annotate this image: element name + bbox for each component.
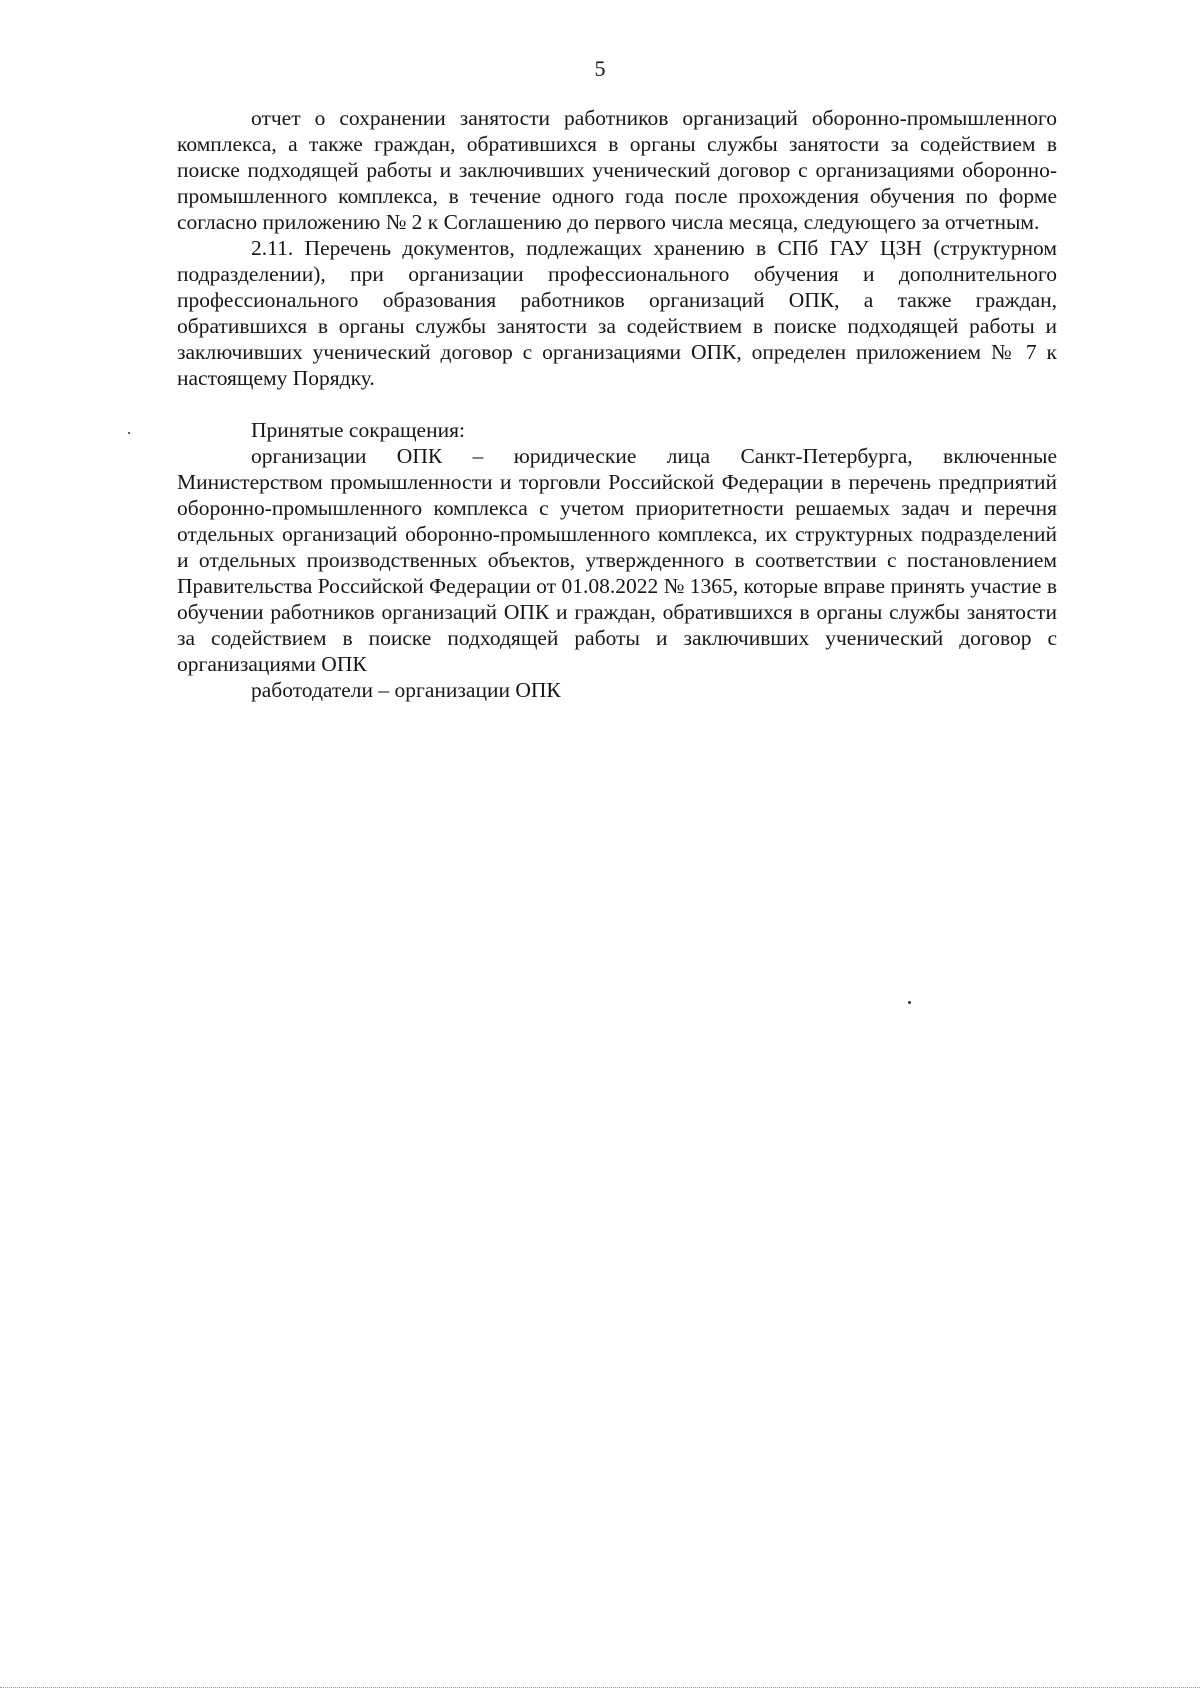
abbreviation-opk-organizations: организации ОПК – юридические лица Санкт-Петербурга, включенные Министерством промышленности и торговли Российской Федерации в перечень предприятий оборонно-промышленного комплекса с учетом приоритетности решаемых задач и перечня отдельных организаций оборонно-промышленного комплекса, их структурных подразделений и отдельных производственных объектов, утвержденного в соответствии с постановлением Правительства Российской Федерации от 01.08.2022 № 1365, которые вправе принять участие в обучении работников организаций ОПК и граждан, обратившихся в органы службы занятости за содействием в поиске подходящей работы и заключивших ученический договор с организациями ОПК: [177, 444, 1057, 676]
paragraph-spacer: [177, 391, 1057, 417]
document-body: [177, 105, 1057, 703]
scan-speck: [908, 1001, 911, 1004]
scan-speck: [128, 432, 130, 434]
abbreviation-employers: работодатели – организации ОПК: [251, 678, 561, 702]
paragraph-report: отчет о сохранении занятости работников организаций оборонно-промышленного комплекса, а также граждан, обратившихся в органы службы занятости за содействием в поиске подходящей работы и заключивших ученический договор с организациями оборонно-промышленного комплекса, в течение одного года после прохождения обучения по форме согласно приложению № 2 к Соглашению до первого числа месяца, следующего за отчетным.: [177, 106, 1057, 234]
page-number: 5: [594, 56, 606, 81]
scan-edge-dots: [0, 1687, 1200, 1688]
abbreviations-heading: Принятые сокращения:: [251, 418, 465, 442]
paragraph-2-11: 2.11. Перечень документов, подлежащих хранению в СПб ГАУ ЦЗН (структурном подразделении), при организации профессионального обучения и дополнительного профессионального образования работников организаций ОПК, а также граждан, обратившихся в органы службы занятости за содействием в поиске подходящей работы и заключивших ученический договор с организациями ОПК, определен приложением № 7 к настоящему Порядку.: [177, 236, 1057, 390]
